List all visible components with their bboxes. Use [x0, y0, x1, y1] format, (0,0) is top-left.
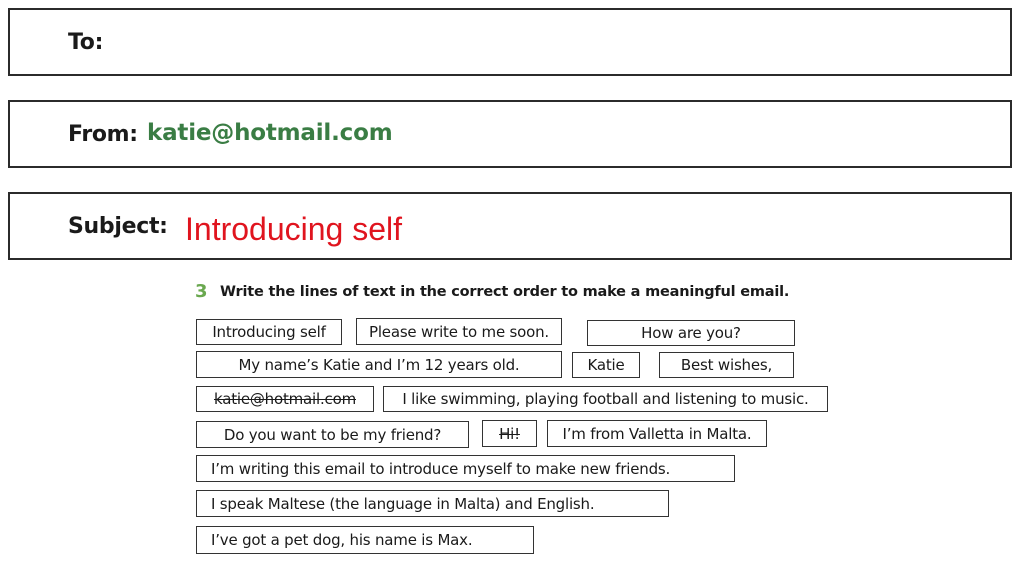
card-text: I’m writing this email to introduce myself to make new friends.: [211, 459, 671, 478]
card-please-write[interactable]: [356, 318, 562, 345]
from-label: From:: [68, 122, 138, 147]
card-hi[interactable]: [482, 420, 537, 447]
card-text: How are you?: [641, 324, 741, 342]
card-text: I’ve got a pet dog, his name is Max.: [211, 531, 473, 549]
card-text: Best wishes,: [680, 356, 773, 374]
subject-field[interactable]: [8, 192, 1012, 260]
card-from-valletta[interactable]: [547, 420, 767, 447]
from-value: katie@hotmail.com: [147, 120, 393, 146]
to-field[interactable]: [8, 8, 1012, 76]
to-label: To:: [68, 30, 104, 55]
card-text: Introducing self: [212, 323, 326, 341]
card-email-address[interactable]: [196, 386, 374, 412]
card-pet-dog[interactable]: [196, 526, 534, 554]
card-text: Please write to me soon.: [368, 322, 549, 341]
exercise-instruction: Write the lines of text in the correct order to make a meaningful email.: [220, 284, 790, 300]
card-katie[interactable]: [572, 352, 640, 378]
card-my-name[interactable]: [196, 351, 562, 378]
card-introducing-self[interactable]: [196, 319, 342, 345]
card-hobbies[interactable]: [383, 386, 828, 412]
card-text-crossed: Hi!: [499, 424, 520, 443]
subject-value: Introducing self: [185, 211, 403, 247]
exercise-number: 3: [195, 281, 208, 302]
card-text: Katie: [587, 356, 625, 374]
card-writing-email[interactable]: [196, 455, 735, 482]
card-text: My name’s Katie and I’m 12 years old.: [238, 355, 520, 374]
from-field[interactable]: [8, 100, 1012, 168]
subject-label: Subject:: [68, 214, 168, 239]
card-how-are-you[interactable]: [587, 320, 795, 346]
card-text-crossed: katie@hotmail.com: [213, 390, 356, 408]
card-text: I speak Maltese (the language in Malta) and English.: [211, 494, 595, 513]
card-text: Do you want to be my friend?: [223, 425, 442, 444]
card-text: I’m from Valletta in Malta.: [562, 424, 752, 443]
card-speak-maltese[interactable]: [196, 490, 669, 517]
card-best-wishes[interactable]: [659, 352, 794, 378]
card-be-my-friend[interactable]: [196, 421, 469, 448]
card-text: I like swimming, playing football and listening to music.: [402, 390, 809, 408]
